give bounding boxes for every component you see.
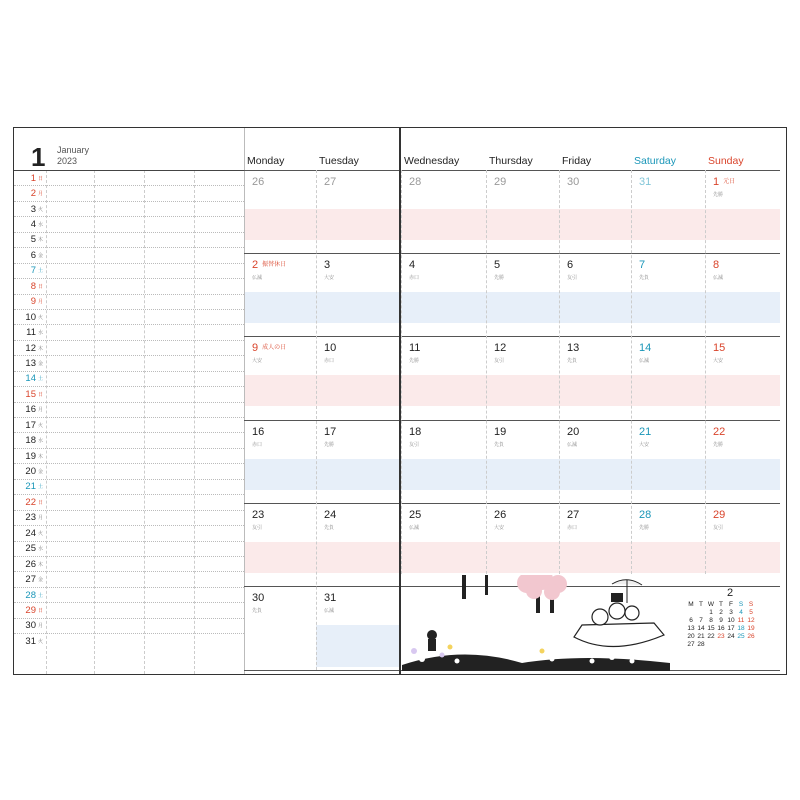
day-cell-date[interactable] [713,342,725,354]
day-list-number: 14 [25,373,36,385]
day-cell-date[interactable] [639,259,645,271]
day-list-number: 12 [25,342,36,354]
planner-spread [13,127,787,675]
mini-day: 27 [687,641,695,648]
weekday-header-wednesday: Wednesday [404,155,460,167]
day-list-number: 25 [25,543,36,555]
day-cell-date[interactable] [324,342,336,354]
day-list-weekday: 日 [38,175,44,182]
day-number: 18 [409,425,422,438]
week-rule [244,503,399,504]
day-cell-date[interactable] [567,426,579,438]
day-number: 14 [639,342,652,355]
week-rule [244,420,399,421]
day-list-weekday: 火 [38,530,44,537]
day-number: 30 [567,176,580,188]
month-number: 1 [31,142,46,172]
rokuyo-label: 先勝 [713,192,724,198]
week-band [245,209,399,240]
day-list-weekday: 水 [38,546,44,553]
day-number: 17 [324,425,337,438]
mini-day: 26 [747,633,755,640]
mini-day: 21 [697,633,705,640]
rokuyo-label: 友引 [567,275,578,282]
mini-day: 5 [749,609,753,616]
header-rule-right [401,170,780,171]
rokuyo-label: 大安 [639,441,650,448]
day-cell-date[interactable] [324,426,336,438]
day-cell-date[interactable] [713,176,735,188]
day-cell-date[interactable] [567,259,573,271]
day-list-number: 5 [30,234,36,246]
day-list-weekday: 水 [38,222,44,229]
mini-weekday-header: F [729,601,733,608]
day-list-weekday: 木 [38,453,44,460]
day-list-weekday: 木 [38,345,44,352]
mini-day: 12 [747,617,755,624]
day-cell-date[interactable] [494,259,500,271]
day-cell-date[interactable] [409,426,421,438]
month-year: 2023 [57,156,78,166]
rokuyo-label: 先負 [494,441,505,448]
day-list-number: 28 [25,589,36,601]
rokuyo-label: 先負 [567,358,578,365]
weekday-header-thursday: Thursday [489,155,533,167]
day-list-weekday: 木 [38,237,44,244]
rokuyo-label: 先勝 [713,441,724,448]
day-cell-date[interactable] [409,176,421,188]
day-cell-date[interactable] [324,592,336,604]
day-cell-date[interactable] [567,342,579,354]
day-column-divider [486,170,487,574]
day-list-number: 21 [25,481,36,493]
mini-day: 2 [719,609,723,616]
day-list-number: 13 [25,357,36,369]
day-cell-date[interactable] [494,509,506,521]
day-number: 19 [494,425,507,438]
book-spine [399,128,401,674]
day-cell-date[interactable] [713,259,719,271]
weekday-header-friday: Friday [562,155,592,167]
week-band [245,459,399,490]
week-band [401,375,780,406]
day-cell-date[interactable] [713,426,725,438]
day-list-weekday: 日 [38,391,44,398]
mini-day: 16 [717,625,725,632]
rokuyo-label: 先負 [639,275,650,282]
day-cell-date[interactable] [639,176,651,188]
rokuyo-label: 仏滅 [324,608,335,614]
week-rule [244,253,399,254]
mini-day: 15 [707,625,715,632]
day-list-weekday: 火 [38,422,44,429]
day-list-weekday: 月 [38,515,44,522]
day-number: 13 [567,342,580,355]
day-list-weekday: 土 [38,592,44,599]
day-number: 29 [494,176,507,188]
weekday-header-monday: Monday [247,155,285,167]
day-column-divider [401,170,402,574]
rokuyo-label: 仏滅 [639,358,650,365]
week-band [401,209,780,240]
rokuyo-label: 赤口 [567,524,578,531]
day-list-number: 18 [25,435,36,447]
day-list-weekday: 金 [38,252,44,259]
day-cell-date[interactable] [567,176,579,188]
day-list-number: 6 [30,249,36,261]
day-list-number: 26 [25,558,36,570]
day-number: 27 [567,508,580,521]
mini-weekday-header: T [699,601,703,608]
day-list-weekday: 土 [38,376,44,383]
week-band [401,459,780,490]
rokuyo-label: 先負 [324,524,335,531]
mini-day: 3 [729,609,733,616]
day-column-divider [559,170,560,574]
rokuyo-label: 先負 [252,608,263,614]
day-number: 16 [252,425,265,438]
week-band [316,625,399,667]
rokuyo-label: 赤口 [252,441,263,448]
day-column-divider [705,170,706,574]
day-cell-date[interactable] [252,342,286,354]
day-cell-date[interactable] [324,176,336,188]
mini-day: 22 [707,633,715,640]
day-list-weekday: 日 [38,607,44,614]
day-cell-date[interactable] [494,342,506,354]
mini-calendar-grid [686,601,766,648]
mini-day: 23 [717,633,725,640]
mini-calendar-title: 2 [726,587,734,599]
day-number: 24 [324,508,337,521]
week-band [401,292,780,323]
day-cell-date[interactable] [639,426,651,438]
mini-day: 17 [727,625,735,632]
day-list-number: 10 [25,311,36,323]
week-band [245,542,399,573]
day-number: 22 [713,425,726,438]
day-cell-date[interactable] [639,342,651,354]
day-cell-date[interactable] [494,426,506,438]
day-cell-date[interactable] [252,176,264,188]
day-number: 15 [713,342,726,355]
moomin-illustration [402,575,670,671]
day-number: 1 [713,176,720,188]
rokuyo-label: 先勝 [639,524,650,531]
rokuyo-label: 仏滅 [713,275,724,282]
day-number: 27 [324,176,337,188]
rokuyo-label: 仏滅 [252,275,263,282]
day-number: 31 [324,592,337,604]
mini-day: 10 [727,617,735,624]
day-list-number: 3 [30,203,36,215]
mini-day: 28 [697,641,705,648]
day-list-weekday: 月 [38,191,44,198]
mini-day: 9 [719,617,723,624]
day-list-weekday: 土 [38,268,44,275]
day-list-weekday: 金 [38,469,44,476]
week-band [245,292,399,323]
day-cell-date[interactable] [409,342,420,354]
mini-day: 6 [689,617,693,624]
header-rule-left [244,170,399,171]
day-list-weekday: 金 [38,577,44,584]
weekday-header-sunday: Sunday [708,155,744,167]
mini-weekday-header: S [738,601,744,608]
weekday-header-tuesday: Tuesday [319,155,359,167]
day-column-divider [316,170,317,670]
rokuyo-label: 仏滅 [567,441,578,448]
day-number: 12 [494,342,507,355]
day-list-weekday: 火 [38,314,44,321]
mini-weekday-header: T [719,601,723,608]
day-cell-date[interactable] [409,509,421,521]
rokuyo-label: 友引 [494,358,505,365]
day-list-number: 29 [25,604,36,616]
day-cell-date[interactable] [494,176,506,188]
day-number: 26 [252,176,265,188]
day-cell-date[interactable] [713,509,725,521]
rokuyo-label: 友引 [713,524,724,531]
day-list-number: 16 [25,404,36,416]
week-band [401,542,780,573]
mini-day: 18 [737,625,745,632]
day-cell-date[interactable] [567,509,579,521]
day-list-weekday: 金 [38,360,44,367]
day-number: 26 [494,508,507,521]
rokuyo-label: 友引 [252,524,263,531]
day-list-number: 27 [25,574,36,586]
day-list-weekday: 月 [38,299,44,306]
day-cell-date[interactable] [324,259,330,271]
mini-day: 8 [709,617,713,624]
day-cell-date[interactable] [252,426,264,438]
day-number: 25 [409,508,422,521]
day-number: 30 [252,592,265,604]
rokuyo-label: 先勝 [409,358,420,365]
week-rule [401,336,780,337]
mini-day: 1 [709,609,713,616]
week-band [245,375,399,406]
mini-day [706,641,716,648]
holiday-label: 振替休日 [262,262,287,269]
mini-day: 25 [737,633,745,640]
day-number: 20 [567,425,580,438]
day-list-weekday: 日 [38,283,44,290]
weekday-header-saturday: Saturday [634,155,677,167]
day-list-number: 20 [25,466,36,478]
rokuyo-label: 友引 [409,441,420,448]
day-list-weekday: 土 [38,484,44,491]
mini-weekday-header: W [707,601,715,608]
rokuyo-label: 大安 [324,275,335,282]
day-number: 3 [324,259,331,272]
day-list-number: 8 [30,280,36,292]
day-number: 21 [639,425,652,438]
day-list-weekday: 火 [38,638,44,645]
mini-day: 19 [747,625,755,632]
mini-day: 24 [727,633,735,640]
mini-weekday-header: M [688,601,694,608]
rokuyo-label: 先勝 [494,275,505,282]
day-number: 5 [494,259,501,272]
mini-day [726,641,736,648]
day-list-number: 15 [25,388,36,400]
mini-day: 14 [697,625,705,632]
day-number: 28 [639,508,652,521]
rokuyo-label: 大安 [252,358,263,365]
day-number: 23 [252,508,265,521]
day-list-number: 19 [25,450,36,462]
rokuyo-label: 先勝 [324,441,335,448]
holiday-label: 成人の日 [262,345,287,352]
rokuyo-label: 赤口 [409,275,420,282]
day-list-number: 9 [30,296,36,308]
mini-weekday-header: S [748,601,754,608]
day-cell-date[interactable] [252,509,264,521]
mini-calendar-february [686,587,766,648]
week-rule [401,253,780,254]
week-rule [244,336,399,337]
day-cell-date[interactable] [639,509,651,521]
day-cell-date[interactable] [324,509,336,521]
day-cell-date[interactable] [409,259,415,271]
day-number: 2 [252,259,259,272]
day-number: 11 [409,342,421,355]
day-list-number: 17 [25,419,36,431]
mini-day [686,609,696,616]
mini-day [736,641,746,648]
month-name: January [57,145,90,155]
day-list-number: 30 [25,620,36,632]
week-rule [244,586,399,587]
mini-day: 11 [737,617,745,624]
mini-day: 4 [739,609,743,616]
day-list-weekday: 木 [38,561,44,568]
day-list-number: 4 [30,219,36,231]
day-number: 31 [639,176,652,188]
day-cell-date[interactable] [252,592,264,604]
day-number: 10 [324,342,337,355]
day-list-weekday: 月 [38,623,44,630]
day-list-number: 31 [25,635,36,647]
day-list-weekday: 水 [38,438,44,445]
day-list-weekday: 水 [38,330,44,337]
day-number: 6 [567,259,574,272]
mini-day: 7 [699,617,703,624]
day-number: 8 [713,259,720,272]
mini-day [716,641,726,648]
day-list-number: 23 [25,512,36,524]
day-number: 4 [409,259,416,272]
day-column-divider [631,170,632,574]
mini-day [746,641,756,648]
day-list-number: 1 [30,172,36,184]
bottom-rule [244,670,399,671]
week-rule [401,420,780,421]
rokuyo-label: 大安 [494,524,505,531]
day-list-number: 22 [25,496,36,508]
week-rule [401,503,780,504]
day-list-number: 24 [25,527,36,539]
mini-day [696,609,706,616]
day-list-weekday: 火 [38,206,44,213]
day-number: 7 [639,259,646,272]
rokuyo-label: 赤口 [324,358,335,365]
day-list-number: 11 [26,327,36,339]
day-list-number: 2 [30,188,36,200]
day-number: 28 [409,176,422,188]
rokuyo-label: 仏滅 [409,524,420,531]
day-list-weekday: 日 [38,499,44,506]
mini-day: 13 [687,625,695,632]
day-cell-date[interactable] [252,259,286,271]
day-list-weekday: 月 [38,407,44,414]
day-number: 29 [713,508,726,521]
rokuyo-label: 大安 [713,358,724,365]
day-number: 9 [252,342,259,355]
day-list-number: 7 [30,265,36,277]
mini-day: 20 [687,633,695,640]
holiday-label: 元日 [723,179,736,185]
